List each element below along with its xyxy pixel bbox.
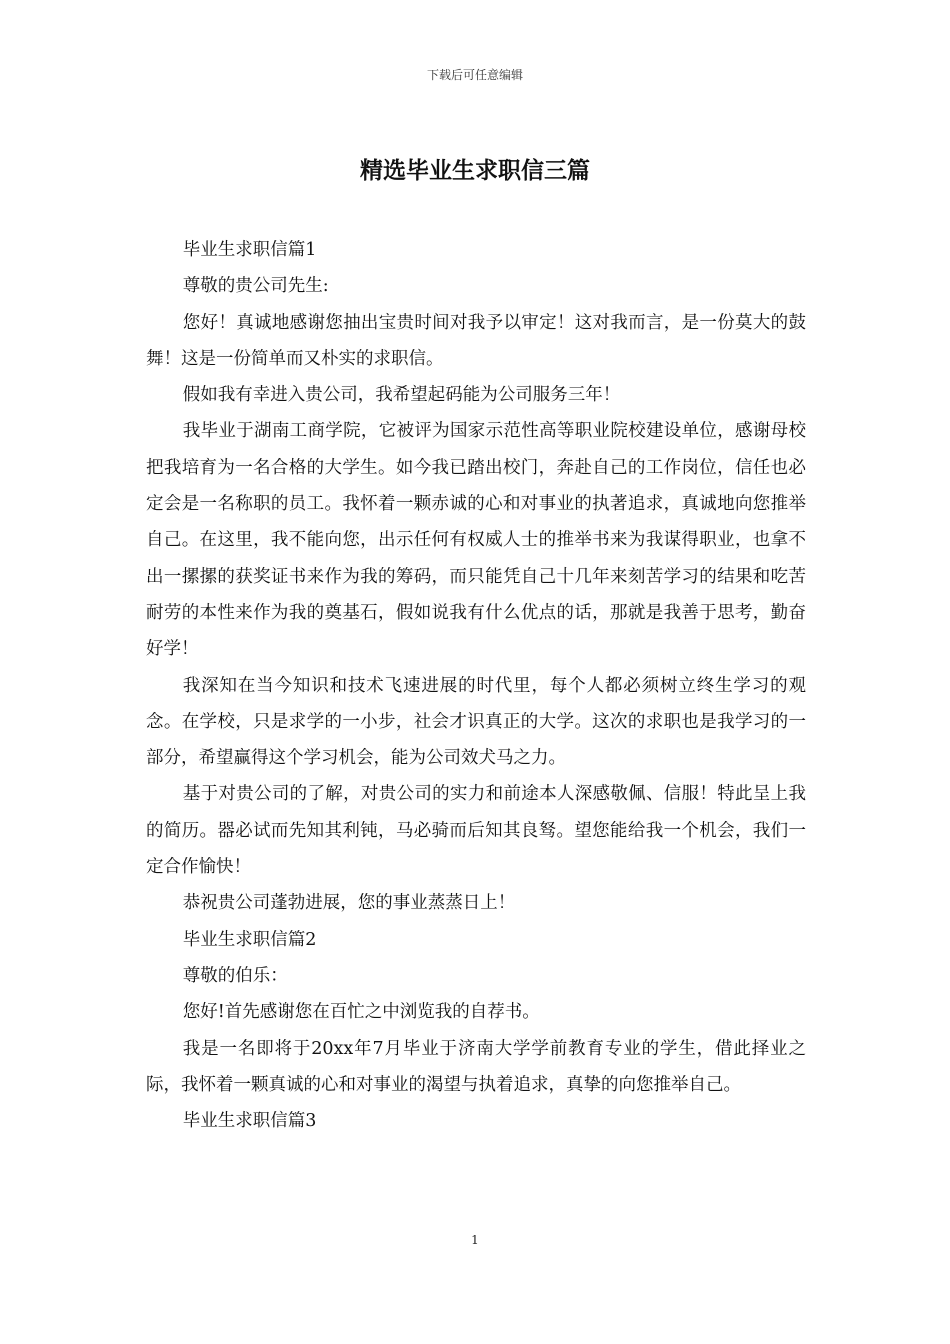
section-heading-1: 毕业生求职信篇1 (182, 240, 317, 260)
body-paragraph: 基于对贵公司的了解，对贵公司的实力和前途本人深感敬佩、信服！特此呈上我的简历。器必试而先知其利钝，马必骑而后知其良驽。望您能给我一个机会，我们一定合作愉快！ (146, 784, 806, 878)
document-title: 精选毕业生求职信三篇 (360, 157, 590, 184)
body-paragraph: 我深知在当今知识和技术飞速进展的时代里，每个人都必须树立终生学习的观念。在学校，只是求学的一小步，社会才识真正的大学。这次的求职也是我学习的一部分，希望赢得这个学习机会，能为公司效犬马之力。 (146, 675, 806, 769)
page-header-note: 下载后可任意编辑 (426, 68, 523, 82)
salutation-1: 尊敬的贵公司先生: (182, 276, 329, 297)
body-paragraph: 您好！真诚地感谢您抽出宝贵时间对我予以审定！这对我而言，是一份莫大的鼓舞！这是一份简单而又朴实的求职信。 (146, 312, 806, 369)
document-body (146, 232, 806, 1139)
page-number: 1 (471, 1233, 479, 1247)
section-heading-2: 毕业生求职信篇2 (182, 929, 317, 950)
body-paragraph: 您好!首先感谢您在百忙之中浏览我的自荐书。 (182, 1002, 540, 1023)
body-paragraph: 我是一名即将于20xx年7月毕业于济南大学学前教育专业的学生，借此择业之际，我怀着一颗真诚的心和对事业的渴望与执着追求，真挚的向您推举自己。 (146, 1038, 806, 1095)
body-paragraph: 假如我有幸进入贵公司，我希望起码能为公司服务三年！ (182, 385, 621, 406)
closing-paragraph: 恭祝贵公司蓬勃进展，您的事业蒸蒸日上！ (182, 893, 516, 914)
section-heading-3: 毕业生求职信篇3 (182, 1111, 317, 1132)
salutation-2: 尊敬的伯乐： (182, 965, 288, 986)
body-paragraph: 我毕业于湖南工商学院，它被评为国家示范性高等职业院校建设单位，感谢母校把我培育为一名合格的大学生。如今我已踏出校门，奔赴自己的工作岗位，信任也必定会是一名称职的员工。我怀着一颗赤诚的心和对事业的执著追求，真诚地向您推举自己。在这里，我不能向您，出示任何有权威人士的推举书来为我谋得职业，也拿不出一摞摞的获奖证书来作为我的筹码，而只能凭自己十几年来刻苦学习的结果和吃苦耐劳的本性来作为我的奠基石，假如说我有什么优点的话，那就是我善于思考，勤奋好学！ (146, 421, 806, 660)
